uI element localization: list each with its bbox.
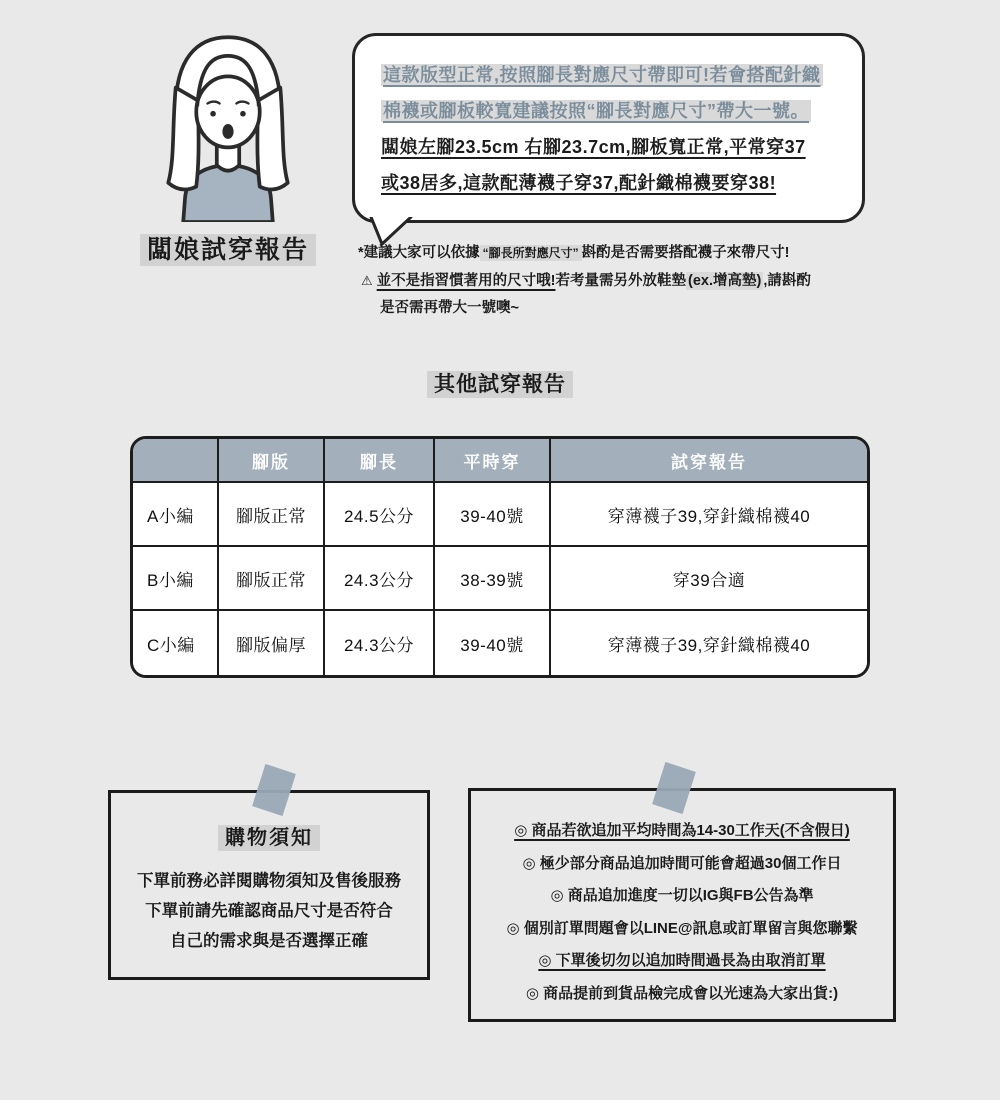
- cell-usual-size: 39-40號: [435, 483, 551, 547]
- header-cell-foot-length: 腳長: [325, 439, 435, 483]
- header-cell-report: 試穿報告: [551, 439, 867, 483]
- tape-decoration: [252, 763, 297, 816]
- notice-title: 購物須知: [111, 821, 427, 850]
- avatar-section: [128, 26, 328, 266]
- cell-report: 穿薄襪子39,穿針織棉襪40: [551, 483, 867, 547]
- cell-usual-size: 38-39號: [435, 547, 551, 611]
- shopping-notice-box: [108, 790, 430, 980]
- woman-avatar-illustration: [144, 26, 312, 222]
- tape-decoration: [652, 761, 697, 814]
- bubble-line-4: 或38居多,這款配薄襪子穿37,配針織棉襪要穿38!: [381, 173, 777, 193]
- cell-usual-size: 39-40號: [435, 611, 551, 675]
- policy-item: ◎ 個別訂單問題會以LINE@訊息或訂單留言與您聯繫: [506, 919, 858, 937]
- cell-editor: C小編: [133, 611, 219, 675]
- bubble-line-3: 闆娘左腳23.5cm 右腳23.7cm,腳板寬正常,平常穿37: [381, 137, 806, 157]
- order-policy-box: [468, 788, 896, 1022]
- warning-icon: ⚠: [361, 273, 373, 288]
- policy-item: ◎ 極少部分商品追加時間可能會超過30個工作日: [522, 854, 842, 872]
- avatar-label: [128, 230, 328, 266]
- cell-foot-length: 24.3公分: [325, 547, 435, 611]
- note-line-3: 是否需再帶大一號噢~: [380, 300, 519, 316]
- policy-items: [471, 815, 893, 1010]
- notice-lines: [111, 866, 427, 956]
- avatar-label-text: 闆娘試穿報告: [140, 234, 316, 266]
- cell-editor: B小編: [133, 547, 219, 611]
- header-cell-usual-size: 平時穿: [435, 439, 551, 483]
- cell-report: 穿薄襪子39,穿針織棉襪40: [551, 611, 867, 675]
- table-row: [133, 611, 867, 675]
- policy-item: ◎ 商品提前到貨品檢完成會以光速為大家出貨:): [525, 984, 839, 1002]
- table-row: [133, 483, 867, 547]
- notice-line: 自己的需求與是否選擇正確: [170, 932, 368, 950]
- policy-item: ◎ 商品追加進度一切以IG與FB公告為準: [550, 887, 814, 904]
- table-header-row: [133, 439, 867, 483]
- cell-foot-shape: 腳版偏厚: [219, 611, 325, 675]
- policy-item: ◎ 下單後切勿以追加時間過長為由取消訂單: [538, 952, 826, 969]
- header-cell-foot-shape: 腳版: [219, 439, 325, 483]
- notice-line: 下單前請先確認商品尺寸是否符合: [145, 902, 393, 920]
- speech-bubble: [352, 33, 865, 223]
- policy-item: ◎ 商品若欲追加平均時間為14-30工作天(不含假日): [514, 822, 850, 839]
- cell-report: 穿39合適: [551, 547, 867, 611]
- note-line-2: ⚠ 並不是指習慣著用的尺寸哦!若考量需另外放鞋墊 (ex.增高墊) ,請斟酌: [361, 273, 811, 289]
- note-line-1: *建議大家可以依據 “腳長所對應尺寸” 斟酌是否需要搭配襪子來帶尺寸!: [358, 245, 790, 261]
- cell-foot-length: 24.5公分: [325, 483, 435, 547]
- cell-foot-shape: 腳版正常: [219, 483, 325, 547]
- fitting-note: [358, 240, 898, 322]
- cell-foot-shape: 腳版正常: [219, 547, 325, 611]
- notice-line: 下單前務必詳閱購物須知及售後服務: [137, 872, 401, 890]
- bubble-line-1: 這款版型正常,按照腳長對應尺寸帶即可!若會搭配針織: [383, 65, 821, 85]
- other-reports-heading: 其他試穿報告: [0, 368, 1000, 398]
- fitting-report-table: [130, 436, 870, 678]
- bubble-line-2: 棉襪或腳板較寬建議按照“腳長對應尺寸”帶大一號。: [383, 101, 809, 121]
- header-cell-empty: [133, 439, 219, 483]
- cell-editor: A小編: [133, 483, 219, 547]
- table-row: [133, 547, 867, 611]
- cell-foot-length: 24.3公分: [325, 611, 435, 675]
